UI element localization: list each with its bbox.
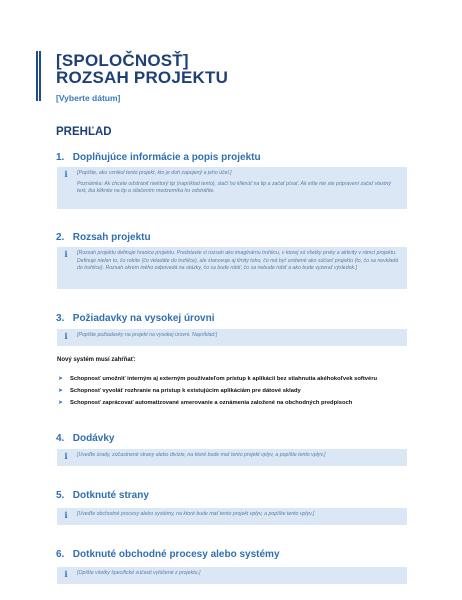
date-picker[interactable]: [Vyberte dátum] [56,93,121,103]
title-main: ROZSAH PROJEKTU [56,68,229,87]
tip-box-4[interactable] [57,449,407,466]
tip-text: [Uveďte úrady, zúčastnené strany alebo divízie, na ktoré bude mať tento projekt vplyv, a popíšte tento vplyv.] [77,452,326,458]
section-heading-5 [56,490,149,501]
title-company: [SPOLOČNOSŤ] [56,51,189,70]
requirements-intro: Nový systém musí zahŕňať: [57,357,136,363]
tip-text: [Opíšte všetky špecifické súčasti vylúčené z projektu.] [77,570,201,576]
info-icon: i [64,331,68,341]
section-heading-1 [56,152,261,163]
info-icon: i [64,249,68,259]
info-icon: i [64,169,68,179]
tip-box-1[interactable] [57,167,407,209]
document-title[interactable] [56,52,228,86]
info-icon: i [64,569,68,579]
section-number: 4. [56,433,65,444]
section-title: Dotknuté obchodné procesy alebo systémy [72,549,280,560]
section-number: 1. [56,152,65,163]
tip-box-3[interactable] [57,329,407,346]
section-title: Požiadavky na vysokej úrovni [72,313,215,324]
section-number: 5. [56,490,65,501]
tip-text: Poznámka: Ak chcete odstrániť niektorý tip (napríklad tento), stačí ho kliknúť na tip a začať písať. Ak ešte nie ste pripravení začať vlastný text, iba kliknite na tip a stlačením medzerníka ho odstráňte. [77,180,391,195]
list-item [57,399,397,408]
list-item-text: Schopnosť zaprácovať automatizované smerovanie a oznámenia založené na obchodných predpisoch [70,400,353,406]
tip-box-6[interactable] [57,567,407,584]
section-title: Dodávky [72,433,115,444]
list-item [57,375,397,384]
overview-heading: PREHĽAD [56,126,112,138]
section-heading-6 [56,549,280,560]
bullet-arrow-icon: ➤ [58,376,64,382]
tip-box-5[interactable] [57,508,407,525]
info-icon: i [64,510,68,520]
list-item-text: Schopnosť vyvoláť rozhranie na prístup k existujúcim aplikáciám pre dátové sklady [70,388,301,394]
tip-text: [Popíšte požiadavky na projekt na vysokej úrovni. Napríklad:] [77,332,218,338]
section-heading-2 [56,232,151,243]
section-title: Dotknuté strany [72,490,149,501]
tip-text: [Rozsah projektu definuje hranice projektu. Predstavte si rozsah ako imaginárnu truhlicu, v ktorej sú všetky prvky a aktivity v rámci projektu. Definuje nielen to, čo robíte (čo vkladáte do truhlice), ale stanovuje aj limity toho, čo má byť urobené ako súčasť projektu (to, čo sa nevkladá do truhlice). Rozsah okrem iného odpovedá na otázky, čo sa bude robiť, čo sa nebude robiť a ako bude vyzerať výsledok.] [77,250,399,272]
tip-text: [Popíšte, ako vznikol tento projekt, kto je doň zapojený a jeho účel.] [77,170,232,176]
section-number: 2. [56,232,65,243]
section-number: 3. [56,313,65,324]
bullet-arrow-icon: ➤ [58,388,64,394]
tip-box-2[interactable] [57,247,407,289]
requirements-list [57,375,397,411]
bullet-arrow-icon: ➤ [58,400,64,406]
section-title: Rozsah projektu [72,232,151,243]
section-number: 6. [56,549,65,560]
info-icon: i [64,451,68,461]
title-accent-bars [36,51,41,101]
list-item [57,387,397,396]
list-item-text: Schopnosť umožniť interným aj externým používateľom prístup k aplikácii bez stiahnutia akéhokoľvek softvéru [70,376,378,382]
tip-text: [Uveďte obchodné procesy alebo systémy, na ktoré bude mať tento projekt vplyv, a popíšte tento vplyv.] [77,511,315,517]
section-heading-3 [56,313,215,324]
section-title: Doplňujúce informácie a popis projektu [72,152,261,163]
section-heading-4 [56,433,114,444]
